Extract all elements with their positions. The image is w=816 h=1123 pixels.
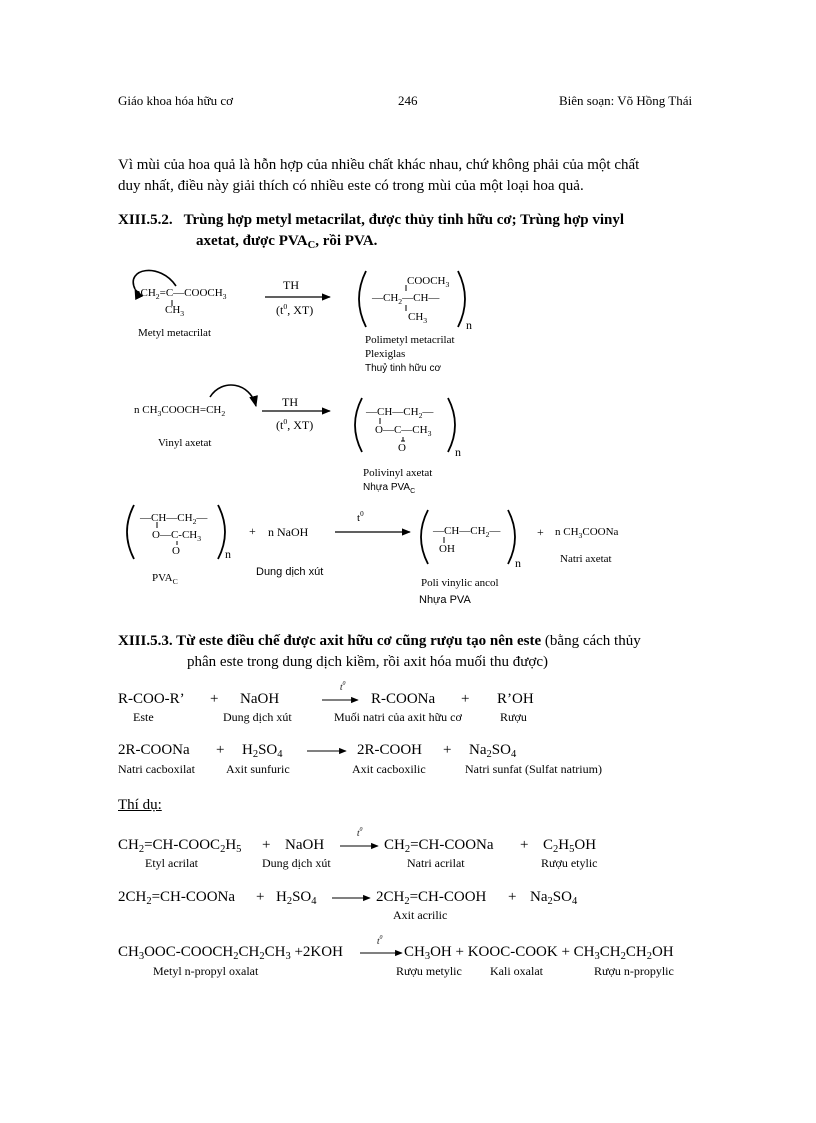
rx2-reactant: n $CH_3COOCH=CH_2$: [134, 404, 226, 418]
section-title-normal: (bằng cách thủy: [544, 633, 641, 649]
section-title-bold: Từ este điều chế được axit hữu cơ cũng rượu tạo nên este: [176, 633, 542, 649]
rx2-cond-bottom: ($t^0$, XT): [276, 417, 314, 432]
ex1-label-4: Rượu etylic: [541, 856, 598, 870]
ex3-label-2: Rượu metylic: [396, 964, 462, 978]
ex1-label-3: Natri acrilat: [407, 856, 465, 870]
section-number: XIII.5.2.: [118, 212, 173, 228]
eq1-plus-1: +: [210, 691, 219, 707]
eq1-d: R’OH: [497, 691, 534, 707]
rx3-reactant-branch: $O—C-CH_3$: [152, 529, 202, 543]
ex1-a: $CH_2=CH-COOC_2H_5$: [118, 837, 242, 855]
ex2-label: Axit acrilic: [393, 908, 448, 922]
ex3-cond: $t^0$: [377, 935, 383, 946]
ex2-d: $Na_2SO_4$: [530, 889, 578, 907]
bracket-right-4: [508, 510, 515, 564]
rx2-cond-top: TH: [282, 395, 298, 409]
bracket-left-3: [127, 505, 134, 559]
ex3-c: $CH_3OH$ + KOOC-COOK + $CH_3CH_2CH_2OH$: [404, 944, 674, 962]
eq2-b: $H_2SO_4$: [242, 742, 283, 760]
eq1-a: R-COO-R’: [118, 691, 185, 707]
rx3-reactant-name: $PVA_C$: [152, 572, 178, 586]
rx3-plus-1: +: [249, 524, 256, 538]
page-number: 246: [398, 93, 418, 108]
ex1-cond: $t^0$: [357, 827, 363, 838]
rx3-salt: n $CH_3COONa$: [555, 526, 619, 540]
ex1-d: $C_2H_5OH$: [543, 837, 597, 855]
eq2-label-2: Axit sunfuric: [226, 762, 290, 776]
bracket-left-4: [421, 510, 428, 564]
eq1-label-1: Este: [133, 710, 154, 724]
rx3-naoh-name: Dung dịch xút: [256, 566, 324, 578]
ex1-label-1: Etyl acrilat: [145, 856, 198, 870]
eq2-c: 2R-COOH: [357, 742, 423, 758]
bracket-left-2: [355, 398, 362, 452]
eq1-cond: $t^0$: [340, 681, 346, 692]
rx1-product-bottom: $CH_3$: [408, 311, 428, 325]
rx1-product-name-1: Polimetyl metacrilat: [365, 334, 455, 346]
rx1-reactant: $nCH_2=C—COOCH_3$: [135, 287, 227, 301]
eq1-plus-2: +: [461, 691, 470, 707]
rx3-product-oh: OH: [439, 543, 455, 555]
rx2-reactant-name: Vinyl axetat: [158, 437, 212, 449]
eq2-plus-1: +: [216, 742, 225, 758]
rx3-reactant-n: n: [225, 547, 231, 561]
rx3-product-name-1: Poli vinylic ancol: [421, 577, 499, 589]
rx1-cond-top: TH: [283, 278, 299, 292]
ex2-plus-2: +: [508, 889, 517, 905]
rx2-product-name-2: Nhựa $PVA_C$: [363, 482, 416, 495]
section-heading-3: [118, 633, 641, 650]
eq1-b: NaOH: [240, 691, 280, 707]
header-left: Giáo khoa hóa hữu cơ: [118, 93, 234, 108]
rx2-product-branch: $O—C—CH_3$: [375, 424, 432, 438]
rx1-product-top: $COOCH_3$: [407, 275, 450, 289]
ex1-b: NaOH: [285, 837, 325, 853]
eq2-a: 2R-COONa: [118, 742, 190, 758]
eq1-label-2: Dung dịch xút: [223, 710, 292, 724]
rx3-plus-2: +: [537, 525, 544, 539]
bracket-right-1: [458, 271, 465, 327]
section-title-line-1: Trùng hợp metyl metacrilat, được thủy tinh hữu cơ; Trùng hợp vinyl: [183, 212, 625, 228]
ex2-c: $2CH_2=CH$-COOH: [376, 889, 487, 907]
eq2-plus-2: +: [443, 742, 452, 758]
rx3-product-name-2: Nhựa PVA: [419, 594, 471, 606]
rx3-reactant-main: $—CH—CH_2—$: [140, 512, 208, 526]
ex1-plus-2: +: [520, 837, 529, 853]
ex1-c: $CH_2=CH$-COONa: [384, 837, 494, 855]
header-right: Biên soạn: Võ Hồng Thái: [559, 93, 693, 108]
bracket-left-1: [359, 271, 366, 327]
bracket-right-2: [448, 398, 455, 452]
eq2-label-4: Natri sunfat (Sulfat natrium): [465, 762, 602, 776]
ex3-label-3: Kali oxalat: [490, 964, 543, 978]
rx3-product-n: n: [515, 556, 521, 570]
section-number: XIII.5.3.: [118, 633, 173, 649]
ex3-label-4: Rượu n-propylic: [594, 964, 674, 978]
rx1-reactant-name: Metyl metacrilat: [138, 327, 211, 339]
section-3-line-2: phân este trong dung dịch kiềm, rồi axit hóa muối thu được): [187, 654, 548, 670]
eq2-d: $Na_2SO_4$: [469, 742, 517, 760]
rx1-product-main: $—CH_2—CH—$: [372, 292, 440, 306]
eq1-label-3: Muối natri của axit hữu cơ: [334, 710, 462, 724]
example-label: Thí dụ:: [118, 797, 162, 813]
rx3-product-main: $—CH—CH_2—$: [433, 525, 501, 539]
rx2-product-o: O: [398, 442, 406, 454]
section-title-line-2: axetat, được $PVA_C$, rồi PVA.: [196, 233, 378, 251]
ex2-a: $2CH_2=CH$-COONa: [118, 889, 236, 907]
ex3-label-1: Metyl n-propyl oxalat: [153, 964, 259, 978]
intro-line-1: Vì mùi của hoa quả là hỗn hợp của nhiều chất khác nhau, chứ không phải của một chất: [118, 157, 640, 173]
curved-arrow-icon: [210, 385, 256, 406]
eq1-c: R-COONa: [371, 691, 436, 707]
rx1-product-n: n: [466, 318, 472, 332]
rx2-product-main: $—CH—CH_2—$: [366, 406, 434, 420]
rx1-reactant-branch: $CH_3$: [165, 304, 185, 318]
rx2-product-n: n: [455, 445, 461, 459]
ex1-label-2: Dung dịch xút: [262, 856, 331, 870]
ex2-b: $H_2SO_4$: [276, 889, 317, 907]
rx3-cond: $t^0$: [357, 510, 364, 524]
eq2-label-3: Axit cacboxilic: [352, 762, 426, 776]
ex3-a: $CH_3OOC-COOCH_2CH_2CH_3 +2KOH$: [118, 944, 343, 962]
eq2-label-1: Natri cacboxilat: [118, 762, 195, 776]
bracket-right-3: [218, 505, 225, 559]
ex2-plus-1: +: [256, 889, 265, 905]
rx3-reactant-o: O: [172, 545, 180, 557]
intro-line-2: duy nhất, điều này giải thích có nhiều este có trong mùi của một loại hoa quả.: [118, 178, 584, 194]
ex1-plus-1: +: [262, 837, 271, 853]
rx1-product-name-3: Thuỷ tinh hữu cơ: [365, 363, 442, 374]
rx3-naoh: n NaOH: [268, 525, 309, 539]
rx1-product-name-2: Plexiglas: [365, 348, 406, 360]
eq1-label-4: Rượu: [500, 710, 527, 724]
rx3-salt-name: Natri axetat: [560, 553, 612, 565]
rx2-product-name-1: Polivinyl axetat: [363, 467, 433, 479]
rx1-cond-bottom: ($t^0$, XT): [276, 302, 314, 317]
